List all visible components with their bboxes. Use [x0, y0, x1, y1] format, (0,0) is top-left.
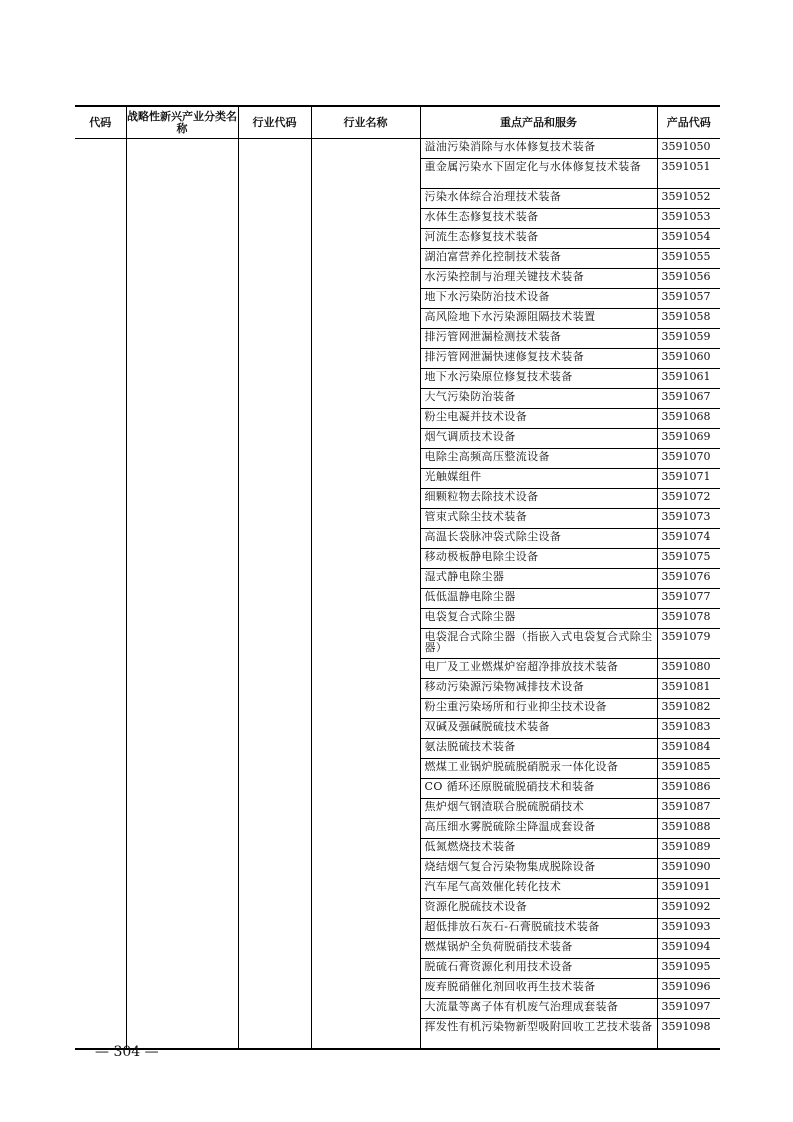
product-code-cell: 3591090	[657, 859, 720, 879]
product-name-cell: 氨法脱硫技术装备	[420, 739, 657, 759]
product-name-cell: 电厂及工业燃煤炉窑超净排放技术装备	[420, 659, 657, 679]
product-name-cell: 移动极板静电除尘设备	[420, 549, 657, 569]
product-name-cell: 湿式静电除尘器	[420, 569, 657, 589]
product-name-cell: 排污管网泄漏快速修复技术装备	[420, 349, 657, 369]
table-header-row	[75, 106, 720, 139]
product-code-cell: 3591080	[657, 659, 720, 679]
product-name-cell: 地下水污染防治技术设备	[420, 289, 657, 309]
product-name-cell: 电除尘高频高压整流设备	[420, 449, 657, 469]
product-code-cell: 3591074	[657, 529, 720, 549]
product-code-cell: 3591068	[657, 409, 720, 429]
product-code-cell: 3591076	[657, 569, 720, 589]
product-name-cell: CO 循环还原脱硫脱硝技术和装备	[420, 779, 657, 799]
product-name-cell: 高压细水雾脱硫除尘降温成套设备	[420, 819, 657, 839]
product-code-cell: 3591081	[657, 679, 720, 699]
product-code-cell: 3591084	[657, 739, 720, 759]
product-code-cell: 3591072	[657, 489, 720, 509]
product-code-cell: 3591095	[657, 959, 720, 979]
product-code-cell: 3591073	[657, 509, 720, 529]
product-code-cell: 3591057	[657, 289, 720, 309]
merged-empty-cell	[75, 139, 126, 1050]
product-name-cell: 粉尘电凝并技术设备	[420, 409, 657, 429]
header-industry-name: 行业名称	[311, 106, 420, 139]
product-code-cell: 3591058	[657, 309, 720, 329]
product-name-cell: 湖泊富营养化控制技术装备	[420, 249, 657, 269]
product-code-cell: 3591059	[657, 329, 720, 349]
product-name-cell: 电袋混合式除尘器（指嵌入式电袋复合式除尘器）	[420, 629, 657, 659]
table-row	[75, 139, 720, 159]
product-name-cell: 水污染控制与治理关键技术装备	[420, 269, 657, 289]
product-name-cell: 管束式除尘技术装备	[420, 509, 657, 529]
product-code-cell: 3591089	[657, 839, 720, 859]
product-name-cell: 挥发性有机污染物新型吸附回收工艺技术装备	[420, 1019, 657, 1050]
product-code-cell: 3591093	[657, 919, 720, 939]
merged-empty-cell	[311, 139, 420, 1050]
product-name-cell: 排污管网泄漏检测技术装备	[420, 329, 657, 349]
product-name-cell: 焦炉烟气钢渣联合脱硫脱硝技术	[420, 799, 657, 819]
product-code-cell: 3591094	[657, 939, 720, 959]
product-name-cell: 脱硫石膏资源化利用技术设备	[420, 959, 657, 979]
product-name-cell: 高风险地下水污染源阻隔技术装置	[420, 309, 657, 329]
header-code: 代码	[75, 106, 126, 139]
product-code-cell: 3591070	[657, 449, 720, 469]
product-code-cell: 3591098	[657, 1019, 720, 1050]
product-name-cell: 地下水污染原位修复技术装备	[420, 369, 657, 389]
product-code-cell: 3591087	[657, 799, 720, 819]
product-name-cell: 粉尘重污染场所和行业抑尘技术设备	[420, 699, 657, 719]
product-name-cell: 低氮燃烧技术装备	[420, 839, 657, 859]
product-name-cell: 水体生态修复技术装备	[420, 209, 657, 229]
merged-empty-cell	[126, 139, 238, 1050]
product-code-cell: 3591053	[657, 209, 720, 229]
product-code-cell: 3591085	[657, 759, 720, 779]
product-name-cell: 燃煤工业锅炉脱硫脱硝脱汞一体化设备	[420, 759, 657, 779]
product-name-cell: 高温长袋脉冲袋式除尘设备	[420, 529, 657, 549]
product-code-cell: 3591051	[657, 159, 720, 189]
merged-empty-cell	[238, 139, 311, 1050]
product-code-cell: 3591071	[657, 469, 720, 489]
product-code-cell: 3591092	[657, 899, 720, 919]
product-code-cell: 3591082	[657, 699, 720, 719]
product-code-cell: 3591069	[657, 429, 720, 449]
product-name-cell: 资源化脱硫技术设备	[420, 899, 657, 919]
product-name-cell: 污染水体综合治理技术装备	[420, 189, 657, 209]
product-name-cell: 大流量等离子体有机废气治理成套装备	[420, 999, 657, 1019]
product-name-cell: 烧结烟气复合污染物集成脱除设备	[420, 859, 657, 879]
header-category-name: 战略性新兴产业分类名称	[126, 106, 238, 139]
product-name-cell: 烟气调质技术设备	[420, 429, 657, 449]
table-body	[75, 139, 720, 1050]
product-code-cell: 3591061	[657, 369, 720, 389]
product-name-cell: 电袋复合式除尘器	[420, 609, 657, 629]
product-code-cell: 3591077	[657, 589, 720, 609]
product-code-cell: 3591054	[657, 229, 720, 249]
product-name-cell: 河流生态修复技术装备	[420, 229, 657, 249]
product-code-cell: 3591091	[657, 879, 720, 899]
product-name-cell: 细颗粒物去除技术设备	[420, 489, 657, 509]
product-code-cell: 3591088	[657, 819, 720, 839]
product-name-cell: 汽车尾气高效催化转化技术	[420, 879, 657, 899]
product-name-cell: 双碱及强碱脱硫技术装备	[420, 719, 657, 739]
product-name-cell: 废弃脱硝催化剂回收再生技术装备	[420, 979, 657, 999]
product-code-cell: 3591075	[657, 549, 720, 569]
product-code-cell: 3591097	[657, 999, 720, 1019]
product-code-cell: 3591056	[657, 269, 720, 289]
product-code-cell: 3591078	[657, 609, 720, 629]
product-name-cell: 大气污染防治装备	[420, 389, 657, 409]
product-name-cell: 超低排放石灰石-石膏脱硫技术装备	[420, 919, 657, 939]
product-code-cell: 3591060	[657, 349, 720, 369]
product-code-cell: 3591067	[657, 389, 720, 409]
product-code-cell: 3591086	[657, 779, 720, 799]
product-name-cell: 低低温静电除尘器	[420, 589, 657, 609]
product-code-cell: 3591050	[657, 139, 720, 159]
product-code-cell: 3591055	[657, 249, 720, 269]
page-number: — 304 —	[95, 1044, 159, 1060]
header-key-products: 重点产品和服务	[420, 106, 657, 139]
header-industry-code: 行业代码	[238, 106, 311, 139]
product-name-cell: 光触媒组件	[420, 469, 657, 489]
product-name-cell: 溢油污染消除与水体修复技术装备	[420, 139, 657, 159]
header-product-code: 产品代码	[657, 106, 720, 139]
product-name-cell: 重金属污染水下固定化与水体修复技术装备	[420, 159, 657, 189]
product-code-cell: 3591083	[657, 719, 720, 739]
product-name-cell: 移动污染源污染物减排技术设备	[420, 679, 657, 699]
product-name-cell: 燃煤锅炉全负荷脱硝技术装备	[420, 939, 657, 959]
product-table	[75, 105, 720, 1050]
product-code-cell: 3591096	[657, 979, 720, 999]
product-code-cell: 3591052	[657, 189, 720, 209]
product-code-cell: 3591079	[657, 629, 720, 659]
